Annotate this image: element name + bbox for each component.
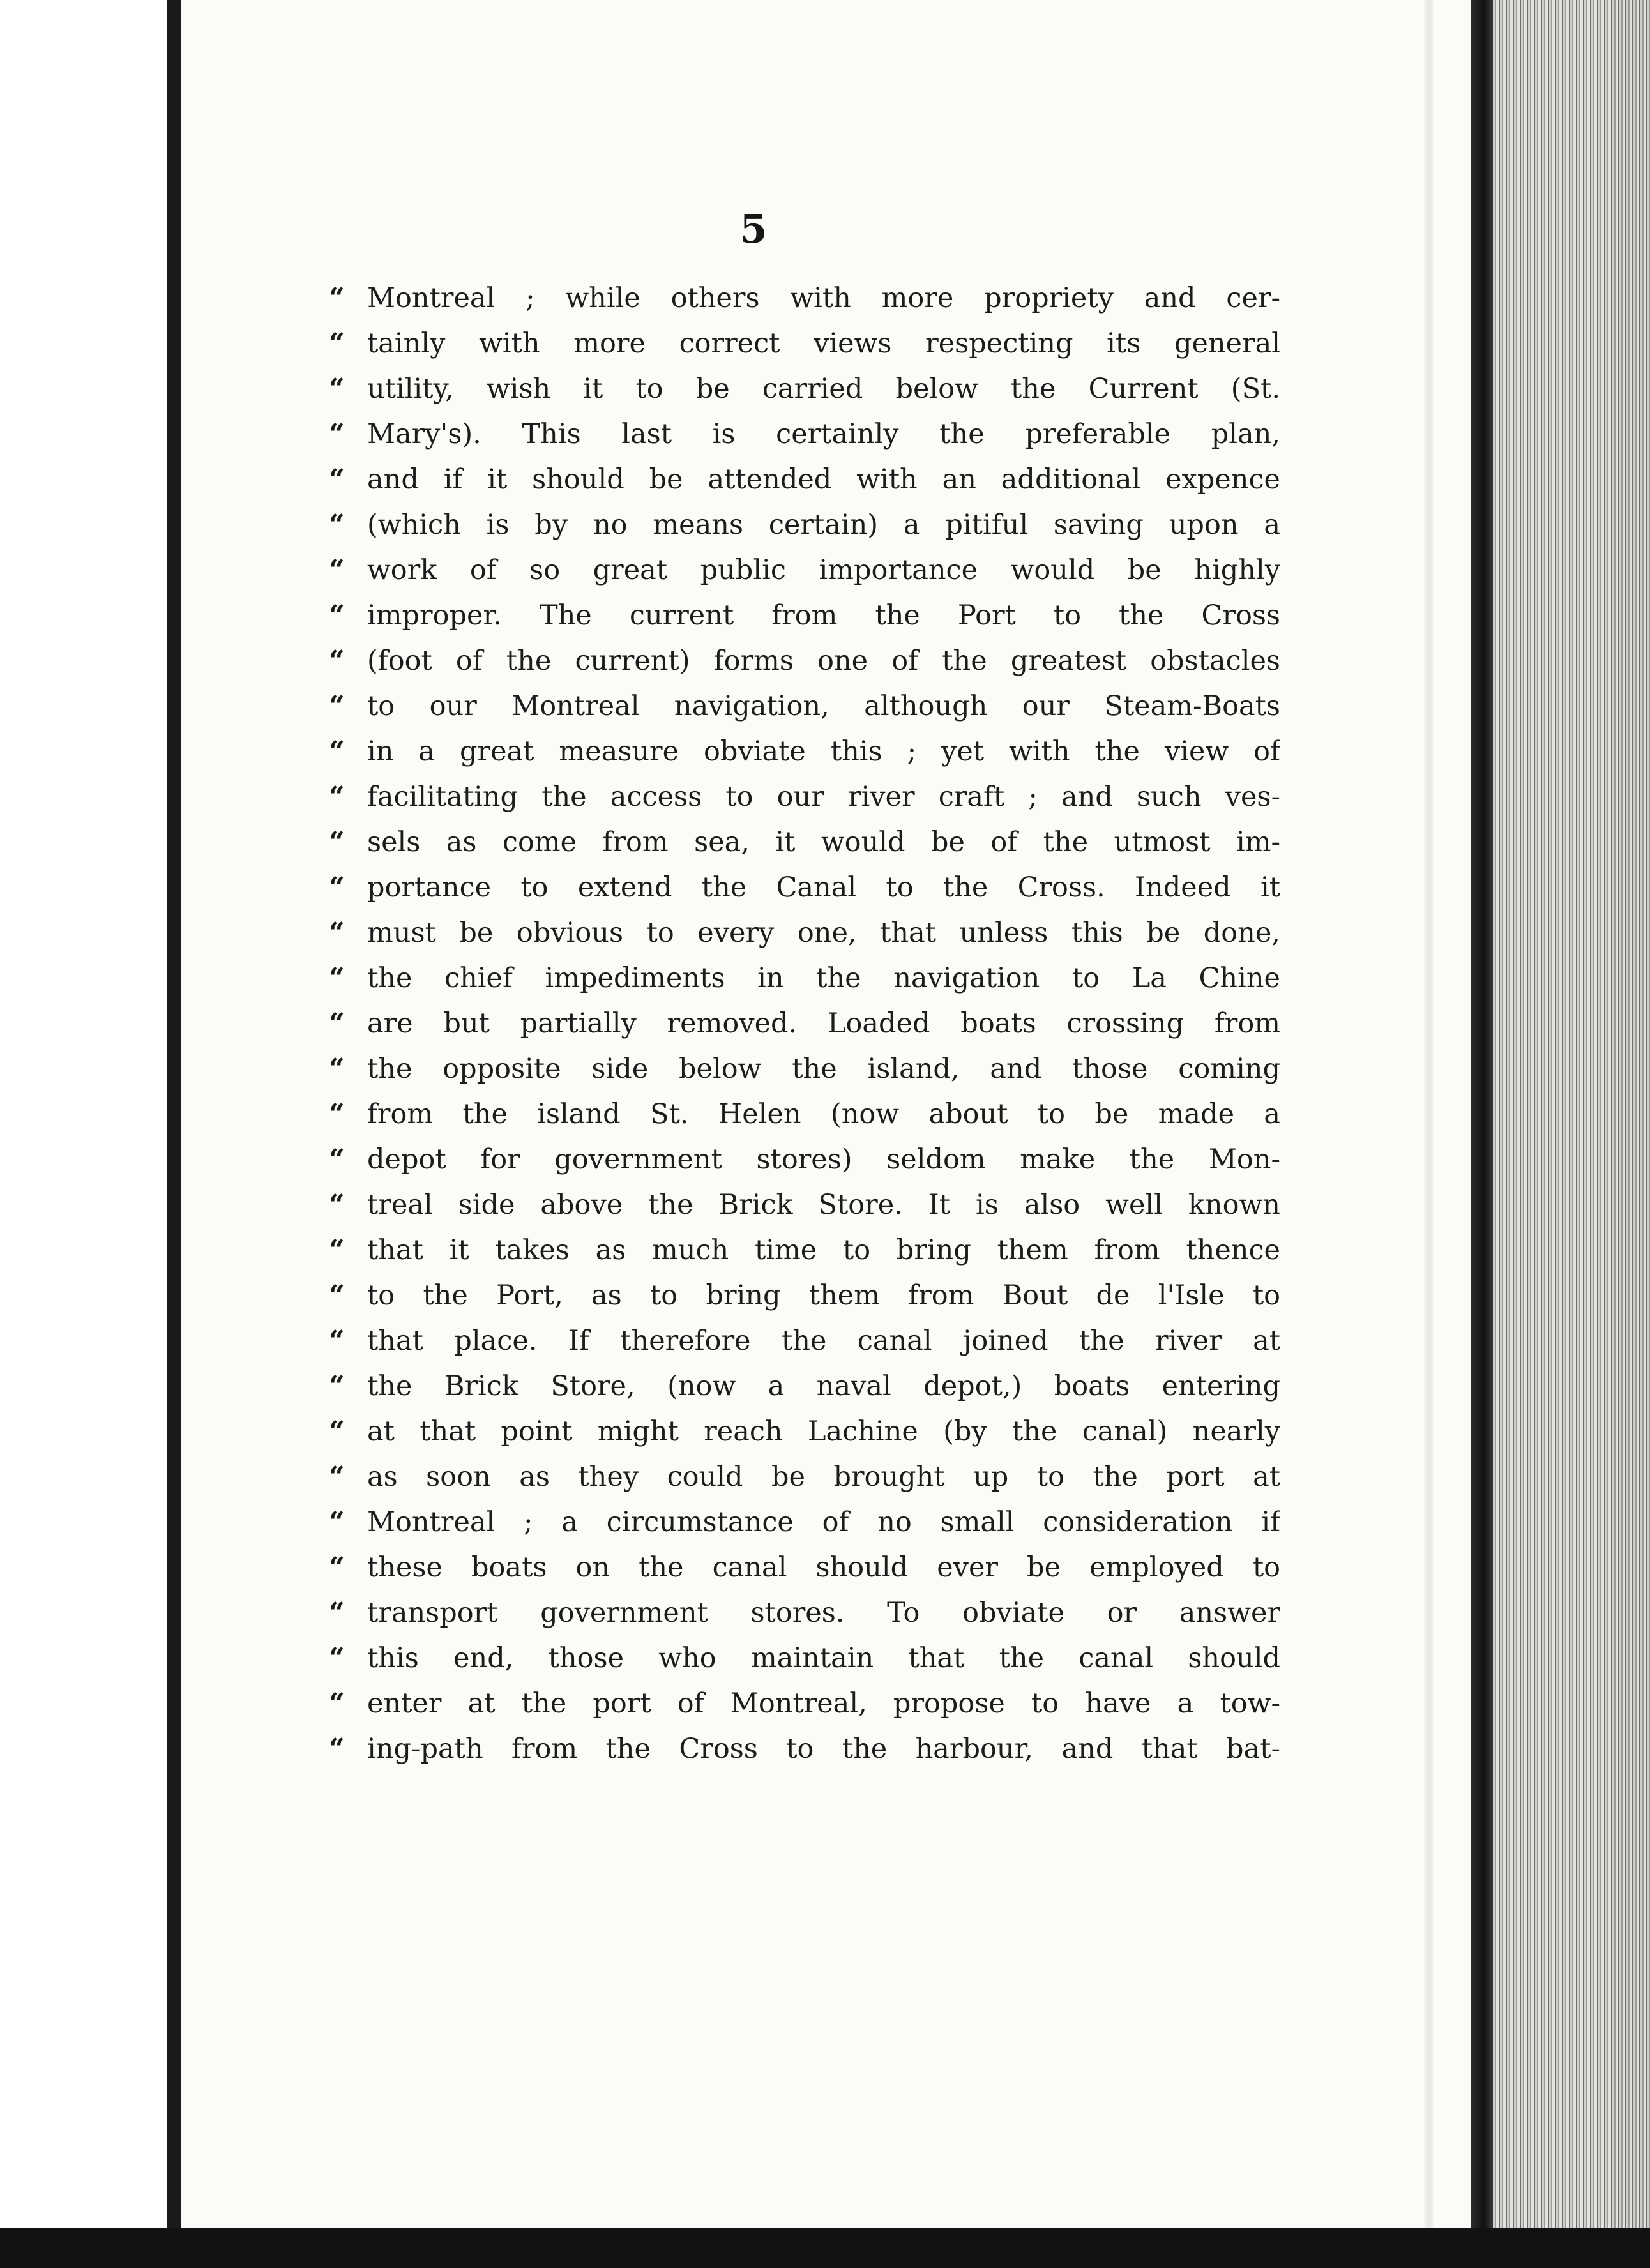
page-fold-edge bbox=[1424, 0, 1434, 2228]
quotation-mark: “ bbox=[329, 1733, 345, 1765]
text-line bbox=[329, 645, 1280, 690]
quotation-mark: “ bbox=[329, 1506, 345, 1538]
quotation-mark: “ bbox=[329, 1008, 345, 1040]
quotation-mark: “ bbox=[329, 872, 345, 903]
text-line bbox=[329, 1189, 1280, 1234]
line-text: improper. The current from the Port to the Cross bbox=[367, 600, 1280, 631]
line-text: Montreal ; while others with more propriety and cer- bbox=[367, 282, 1280, 314]
quotation-mark: “ bbox=[329, 1688, 345, 1720]
text-line bbox=[329, 1008, 1280, 1053]
text-line bbox=[329, 509, 1280, 554]
text-line bbox=[329, 1733, 1280, 1778]
line-text: Montreal ; a circumstance of no small consideration if bbox=[367, 1506, 1280, 1538]
line-text: from the island St. Helen (now about to be made a bbox=[367, 1098, 1280, 1130]
quotation-mark: “ bbox=[329, 1325, 345, 1357]
line-text: to our Montreal navigation, although our Steam-Boats bbox=[367, 690, 1280, 722]
text-line bbox=[329, 1688, 1280, 1733]
text-line bbox=[329, 690, 1280, 736]
text-line bbox=[329, 1280, 1280, 1325]
quotation-mark: “ bbox=[329, 736, 345, 767]
quotation-mark: “ bbox=[329, 418, 345, 450]
page-number: 5 bbox=[739, 206, 768, 252]
line-text: utility, wish it to be carried below the Current (St. bbox=[367, 373, 1280, 405]
text-line bbox=[329, 1597, 1280, 1642]
text-line bbox=[329, 962, 1280, 1008]
text-line bbox=[329, 600, 1280, 645]
text-line bbox=[329, 1234, 1280, 1280]
quotation-mark: “ bbox=[329, 1189, 345, 1221]
line-text: the opposite side below the island, and those coming bbox=[367, 1053, 1280, 1085]
quotation-mark: “ bbox=[329, 328, 345, 359]
line-text: at that point might reach Lachine (by the canal) nearly bbox=[367, 1416, 1280, 1448]
line-text: to the Port, as to bring them from Bout de l'Isle to bbox=[367, 1280, 1280, 1312]
quotation-mark: “ bbox=[329, 1642, 345, 1674]
line-text: treal side above the Brick Store. It is also well known bbox=[367, 1189, 1280, 1221]
text-line bbox=[329, 1098, 1280, 1144]
line-text: portance to extend the Canal to the Cross. Indeed it bbox=[367, 872, 1280, 903]
text-line bbox=[329, 328, 1280, 373]
text-line bbox=[329, 373, 1280, 418]
text-line bbox=[329, 1053, 1280, 1098]
body-text bbox=[329, 282, 1280, 1778]
line-text: enter at the port of Montreal, propose to have a tow- bbox=[367, 1688, 1280, 1720]
line-text: that it takes as much time to bring them from thence bbox=[367, 1234, 1280, 1266]
text-line bbox=[329, 464, 1280, 509]
text-line bbox=[329, 736, 1280, 781]
line-text: are but partially removed. Loaded boats crossing from bbox=[367, 1008, 1280, 1040]
quotation-mark: “ bbox=[329, 600, 345, 631]
text-line bbox=[329, 282, 1280, 328]
text-line bbox=[329, 1552, 1280, 1597]
text-line bbox=[329, 872, 1280, 917]
quotation-mark: “ bbox=[329, 1098, 345, 1130]
line-text: sels as come from sea, it would be of the utmost im- bbox=[367, 826, 1280, 858]
quotation-mark: “ bbox=[329, 1144, 345, 1176]
text-line bbox=[329, 1416, 1280, 1461]
text-line bbox=[329, 1325, 1280, 1370]
text-line bbox=[329, 1506, 1280, 1552]
quotation-mark: “ bbox=[329, 464, 345, 495]
text-line bbox=[329, 418, 1280, 464]
quotation-mark: “ bbox=[329, 373, 345, 405]
quotation-mark: “ bbox=[329, 826, 345, 858]
line-text: this end, those who maintain that the canal should bbox=[367, 1642, 1280, 1674]
quotation-mark: “ bbox=[329, 1416, 345, 1448]
line-text: ing-path from the Cross to the harbour, and that bat- bbox=[367, 1733, 1280, 1765]
line-text: these boats on the canal should ever be employed to bbox=[367, 1552, 1280, 1584]
page-outer-edge bbox=[1471, 0, 1493, 2228]
quotation-mark: “ bbox=[329, 1053, 345, 1085]
line-text: tainly with more correct views respecting its general bbox=[367, 328, 1280, 359]
text-line bbox=[329, 917, 1280, 962]
stacked-page-edges bbox=[1493, 0, 1650, 2228]
line-text: transport government stores. To obviate or answer bbox=[367, 1597, 1280, 1629]
quotation-mark: “ bbox=[329, 509, 345, 541]
text-line bbox=[329, 554, 1280, 600]
line-text: the Brick Store, (now a naval depot,) boats entering bbox=[367, 1370, 1280, 1402]
text-line bbox=[329, 1461, 1280, 1506]
quotation-mark: “ bbox=[329, 1370, 345, 1402]
book-spine-shadow bbox=[167, 0, 181, 2268]
scan-bottom-border bbox=[0, 2228, 1650, 2268]
quotation-mark: “ bbox=[329, 1280, 345, 1312]
text-line bbox=[329, 1642, 1280, 1688]
line-text: that place. If therefore the canal joined the river at bbox=[367, 1325, 1280, 1357]
quotation-mark: “ bbox=[329, 1461, 345, 1493]
line-text: the chief impediments in the navigation to La Chine bbox=[367, 962, 1280, 994]
quotation-mark: “ bbox=[329, 1234, 345, 1266]
quotation-mark: “ bbox=[329, 554, 345, 586]
line-text: (foot of the current) forms one of the greatest obstacles bbox=[367, 645, 1280, 677]
line-text: and if it should be attended with an additional expence bbox=[367, 464, 1280, 495]
quotation-mark: “ bbox=[329, 1552, 345, 1584]
quotation-mark: “ bbox=[329, 781, 345, 813]
line-text: in a great measure obviate this ; yet with the view of bbox=[367, 736, 1280, 767]
text-line bbox=[329, 781, 1280, 826]
quotation-mark: “ bbox=[329, 917, 345, 949]
line-text: Mary's). This last is certainly the preferable plan, bbox=[367, 418, 1280, 450]
line-text: depot for government stores) seldom make the Mon- bbox=[367, 1144, 1280, 1176]
quotation-mark: “ bbox=[329, 1597, 345, 1629]
scan-margin-left bbox=[0, 0, 167, 2268]
quotation-mark: “ bbox=[329, 282, 345, 314]
line-text: facilitating the access to our river craft ; and such ves- bbox=[367, 781, 1280, 813]
text-line bbox=[329, 1370, 1280, 1416]
quotation-mark: “ bbox=[329, 962, 345, 994]
quotation-mark: “ bbox=[329, 645, 345, 677]
text-line bbox=[329, 1144, 1280, 1189]
line-text: (which is by no means certain) a pitiful saving upon a bbox=[367, 509, 1280, 541]
line-text: as soon as they could be brought up to the port at bbox=[367, 1461, 1280, 1493]
text-line bbox=[329, 826, 1280, 872]
line-text: work of so great public importance would be highly bbox=[367, 554, 1280, 586]
line-text: must be obvious to every one, that unless this be done, bbox=[367, 917, 1280, 949]
quotation-mark: “ bbox=[329, 690, 345, 722]
